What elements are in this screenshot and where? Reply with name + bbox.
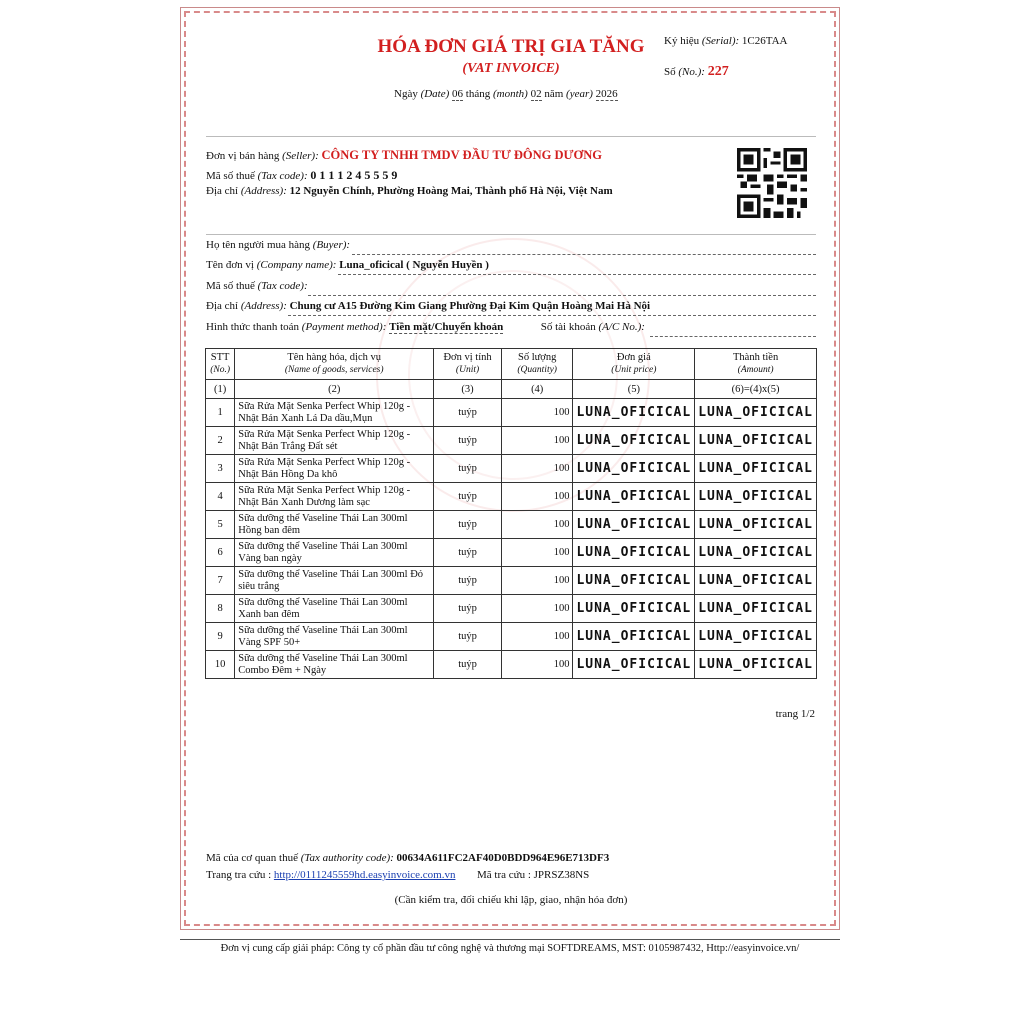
item-unit: tuýp <box>434 455 502 483</box>
buyer-name-line <box>206 239 816 255</box>
seller-label: Đơn vị bán hàng <box>206 150 280 162</box>
item-amount: LUNA_OFICICAL <box>695 623 817 651</box>
table-row <box>206 483 817 511</box>
seller-label-en: (Seller): <box>282 150 319 162</box>
footer-divider <box>180 939 840 940</box>
item-name: Sữa Rửa Mặt Senka Perfect Whip 120g - Nhật Bản Trắng Đất sét <box>235 427 434 455</box>
item-name: Sữa dưỡng thể Vaseline Thái Lan 300ml Vàng ban ngày <box>235 539 434 567</box>
invoice-date <box>394 88 618 100</box>
serial-value: 1C26TAA <box>741 35 788 47</box>
company-name: Luna_oficical ( Nguyễn Huyền ) <box>339 259 489 271</box>
table-row <box>206 567 817 595</box>
payment-method: Tiền mặt/Chuyển khoản <box>389 321 504 333</box>
item-unit: tuýp <box>434 623 502 651</box>
seller-tax-label-en: (Tax code): <box>257 170 308 182</box>
col-number: (1) <box>206 380 235 399</box>
item-amount: LUNA_OFICICAL <box>695 399 817 427</box>
item-unit: tuýp <box>434 567 502 595</box>
year-label: năm <box>544 88 564 100</box>
year-label-en: (year) <box>566 88 593 100</box>
item-unit: tuýp <box>434 595 502 623</box>
serial-line <box>664 35 787 47</box>
page-indicator: trang 1/2 <box>775 708 815 720</box>
row-number: 8 <box>206 595 235 623</box>
row-number: 4 <box>206 483 235 511</box>
date-year: 2026 <box>595 88 618 100</box>
col-header: Đơn giá (Unit price) <box>573 349 695 380</box>
invoice-number: 227 <box>707 64 729 79</box>
item-name: Sữa dưỡng thể Vaseline Thái Lan 300ml Hồng ban đêm <box>235 511 434 539</box>
tax-authority-label: Mã của cơ quan thuế <box>206 852 298 864</box>
tax-authority-label-en: (Tax authority code): <box>300 852 394 864</box>
item-unit: tuýp <box>434 399 502 427</box>
item-unit: tuýp <box>434 539 502 567</box>
row-number: 5 <box>206 511 235 539</box>
item-quantity: 100 <box>501 483 573 511</box>
item-name: Sữa dưỡng thể Vaseline Thái Lan 300ml Combo Đêm + Ngày <box>235 651 434 679</box>
number-label: Số <box>664 66 676 78</box>
item-amount: LUNA_OFICICAL <box>695 539 817 567</box>
item-unit: tuýp <box>434 427 502 455</box>
buyer-label: Họ tên người mua hàng <box>206 239 311 251</box>
item-amount: LUNA_OFICICAL <box>695 567 817 595</box>
item-amount: LUNA_OFICICAL <box>695 595 817 623</box>
seller-address-line <box>206 185 613 197</box>
payment-line <box>206 321 816 337</box>
row-number: 1 <box>206 399 235 427</box>
date-month: 02 <box>530 88 542 100</box>
lookup-code: JPRSZ38NS <box>533 869 590 881</box>
col-number: (6)=(4)x(5) <box>695 380 817 399</box>
item-name: Sữa Rửa Mặt Senka Perfect Whip 120g - Nhật Bản Xanh Dương làm sạc <box>235 483 434 511</box>
row-number: 3 <box>206 455 235 483</box>
table-row <box>206 427 817 455</box>
table-row <box>206 595 817 623</box>
item-quantity: 100 <box>501 623 573 651</box>
seller-name: CÔNG TY TNHH TMDV ĐẦU TƯ ĐÔNG DƯƠNG <box>321 148 602 162</box>
col-number-row <box>206 380 817 399</box>
seller-address: 12 Nguyễn Chính, Phường Hoàng Mai, Thành phố Hà Nội, Việt Nam <box>289 185 613 197</box>
lookup-line <box>206 869 589 881</box>
item-quantity: 100 <box>501 567 573 595</box>
item-unit-price: LUNA_OFICICAL <box>573 595 695 623</box>
col-number: (3) <box>434 380 502 399</box>
table-row <box>206 455 817 483</box>
month-label-en: (month) <box>493 88 528 100</box>
item-unit: tuýp <box>434 651 502 679</box>
buyer-label-en: (Buyer): <box>312 239 351 251</box>
table-row <box>206 399 817 427</box>
item-unit-price: LUNA_OFICICAL <box>573 483 695 511</box>
item-amount: LUNA_OFICICAL <box>695 651 817 679</box>
payment-label: Hình thức thanh toán <box>206 321 300 333</box>
item-quantity: 100 <box>501 427 573 455</box>
buyer-address-label-en: (Address): <box>240 300 287 312</box>
item-name: Sữa Rửa Mặt Senka Perfect Whip 120g - Nhật Bản Xanh Lá Da dầu,Mụn <box>235 399 434 427</box>
col-header: STT (No.) <box>206 349 235 380</box>
company-label-en: (Company name): <box>256 259 337 271</box>
serial-label: Ký hiệu <box>664 35 700 47</box>
item-name: Sữa dưỡng thể Vaseline Thái Lan 300ml Vàng SPF 50+ <box>235 623 434 651</box>
col-header: Thành tiền (Amount) <box>695 349 817 380</box>
divider <box>206 136 816 137</box>
row-number: 9 <box>206 623 235 651</box>
item-unit: tuýp <box>434 511 502 539</box>
verification-note: (Cần kiểm tra, đối chiếu khi lập, giao, nhận hóa đơn) <box>394 894 628 906</box>
seller-tax-line <box>206 168 397 183</box>
seller-name-line <box>206 148 602 163</box>
buyer-address-label: Địa chỉ <box>206 300 239 312</box>
item-unit: tuýp <box>434 483 502 511</box>
item-name: Sữa dưỡng thể Vaseline Thái Lan 300ml Xanh ban đêm <box>235 595 434 623</box>
row-number: 7 <box>206 567 235 595</box>
items-table <box>205 348 817 679</box>
buyer-address-line <box>206 300 816 316</box>
number-label-en: (No.): <box>678 66 705 78</box>
lookup-code-label: Mã tra cứu : <box>476 869 531 881</box>
seller-address-label-en: (Address): <box>240 185 287 197</box>
date-day: 06 <box>452 88 464 100</box>
item-quantity: 100 <box>501 595 573 623</box>
account-label-en: (A/C No.): <box>598 321 645 333</box>
date-label: Ngày <box>394 88 418 100</box>
item-quantity: 100 <box>501 399 573 427</box>
company-label: Tên đơn vị <box>206 259 254 271</box>
buyer-tax-label-en: (Tax code): <box>257 280 308 292</box>
item-unit-price: LUNA_OFICICAL <box>573 567 695 595</box>
seller-address-label: Địa chỉ <box>206 185 239 197</box>
item-amount: LUNA_OFICICAL <box>695 455 817 483</box>
tax-authority-line <box>206 852 609 864</box>
table-row <box>206 623 817 651</box>
invoice-number-line <box>664 64 729 80</box>
buyer-address: Chung cư A15 Đường Kim Giang Phường Đại Kim Quận Hoàng Mai Hà Nội <box>289 300 651 312</box>
item-quantity: 100 <box>501 455 573 483</box>
table-row <box>206 539 817 567</box>
item-unit-price: LUNA_OFICICAL <box>573 623 695 651</box>
item-unit-price: LUNA_OFICICAL <box>573 455 695 483</box>
seller-tax-label: Mã số thuế <box>206 170 255 182</box>
account-label: Số tài khoản <box>540 321 596 333</box>
item-unit-price: LUNA_OFICICAL <box>573 399 695 427</box>
buyer-tax-label: Mã số thuế <box>206 280 255 292</box>
invoice-title: HÓA ĐƠN GIÁ TRỊ GIA TĂNG <box>377 36 645 57</box>
col-header: Tên hàng hóa, dịch vụ (Name of goods, services) <box>235 349 434 380</box>
item-quantity: 100 <box>501 511 573 539</box>
item-amount: LUNA_OFICICAL <box>695 483 817 511</box>
serial-label-en: (Serial): <box>701 35 740 47</box>
row-number: 2 <box>206 427 235 455</box>
col-number: (2) <box>235 380 434 399</box>
col-header: Số lượng (Quantity) <box>501 349 573 380</box>
tax-authority-code: 00634A611FC2AF40D0BDD964E96E713DF3 <box>396 852 610 864</box>
item-unit-price: LUNA_OFICICAL <box>573 427 695 455</box>
item-name: Sữa Rửa Mặt Senka Perfect Whip 120g - Nhật Bản Hồng Da khô <box>235 455 434 483</box>
buyer-tax-line <box>206 280 816 296</box>
divider <box>206 234 816 235</box>
item-unit-price: LUNA_OFICICAL <box>573 539 695 567</box>
item-name: Sữa dưỡng thể Vaseline Thái Lan 300ml Đỏ siêu trắng <box>235 567 434 595</box>
invoice-subtitle: (VAT INVOICE) <box>462 61 560 76</box>
qr-code-icon <box>737 148 807 218</box>
lookup-url-link[interactable]: http://0111245559hd.easyinvoice.com.vn <box>273 869 456 881</box>
seller-tax-code: 0 1 1 1 2 4 5 5 5 9 <box>310 168 398 182</box>
date-label-en: (Date) <box>420 88 450 100</box>
item-quantity: 100 <box>501 651 573 679</box>
table-row <box>206 651 817 679</box>
item-amount: LUNA_OFICICAL <box>695 511 817 539</box>
table-row <box>206 511 817 539</box>
item-amount: LUNA_OFICICAL <box>695 427 817 455</box>
col-number: (5) <box>573 380 695 399</box>
item-quantity: 100 <box>501 539 573 567</box>
month-label: tháng <box>465 88 491 100</box>
col-number: (4) <box>501 380 573 399</box>
item-unit-price: LUNA_OFICICAL <box>573 651 695 679</box>
row-number: 10 <box>206 651 235 679</box>
invoice-sheet <box>180 7 840 930</box>
company-line <box>206 259 816 275</box>
provider-footer: Đơn vị cung cấp giải pháp: Công ty cổ phần đầu tư công nghệ và thương mại SOFTDREAMS, MST: 0105987432, Http://easyinvoice.vn/ <box>220 943 800 954</box>
lookup-page-label: Trang tra cứu : <box>206 869 272 881</box>
table-header <box>206 349 817 380</box>
payment-label-en: (Payment method): <box>301 321 387 333</box>
item-unit-price: LUNA_OFICICAL <box>573 511 695 539</box>
col-header: Đơn vị tính (Unit) <box>434 349 502 380</box>
row-number: 6 <box>206 539 235 567</box>
